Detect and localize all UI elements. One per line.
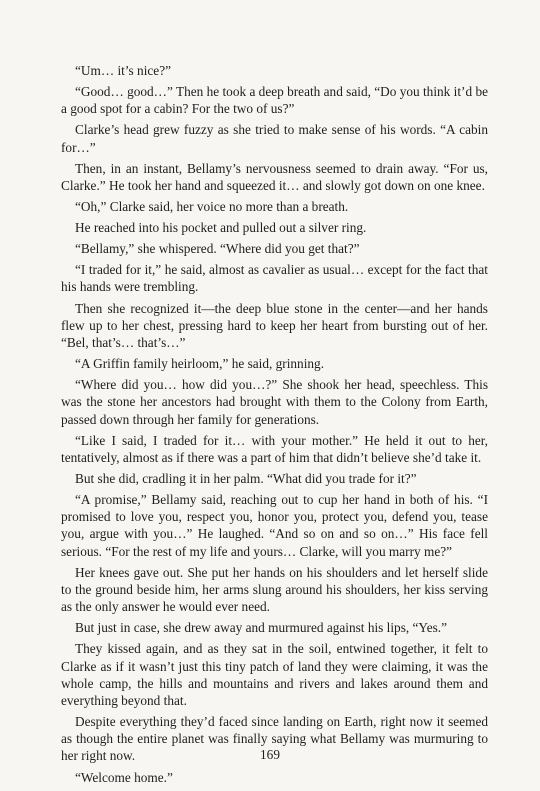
paragraph: “Um… it’s nice?” <box>75 63 171 78</box>
paragraph: “I traded for it,” he said, almost as cavalier as usual… except for the fact that his hands were trembling. <box>61 262 488 295</box>
paragraph: Clarke’s head grew fuzzy as she tried to make sense of his words. “A cabin for…” <box>61 122 488 155</box>
paragraph: He reached into his pocket and pulled out a silver ring. <box>75 220 367 236</box>
paragraph: “Where did you… how did you…?” She shook her head, speechless. This was the stone her ancestors had brought with them to the Colony from Earth, passed down through her family for generations. <box>61 377 488 427</box>
paragraph: Her knees gave out. She put her hands on his shoulders and let herself slide to the ground beside him, her arms slung around his shoulders, her kiss serving as the only answer he would ever need. <box>61 564 488 615</box>
paragraph: But she did, cradling it in her palm. “What did you trade for it?” <box>75 470 417 486</box>
paragraph: Despite everything they’d faced since landing on Earth, right now it seemed as though the entire planet was finally saying what Bellamy was murmuring to her right now. <box>61 714 488 764</box>
paragraph: “A promise,” Bellamy said, reaching out to cup her hand in both of his. “I promised to love you, respect you, honor you, protect you, defend you, tease you, argue with you…” He laughed. “And so on and so on…” His face fell serious. “For the rest of my life and yours… Clarke, will you marry me?” <box>61 492 488 559</box>
page-number: 169 <box>260 747 280 762</box>
paragraph: “Bellamy,” she whispered. “Where did you get that?” <box>75 241 360 257</box>
paragraph: “Like I said, I traded for it… with your mother.” He held it out to her, tentatively, almost as if there was a part of him that didn’t believe she’d take it. <box>61 432 488 465</box>
paragraph: They kissed again, and as they sat in the soil, entwined together, it felt to Clarke as if it wasn’t just this tiny patch of land they were claiming, it was the whole camp, the hills and mountains and rivers and lakes around them and everything beyond that. <box>61 641 488 708</box>
body-text <box>61 62 488 790</box>
paragraph: “Oh,” Clarke said, her voice no more than a breath. <box>75 198 349 214</box>
paragraph: “A Griffin family heirloom,” he said, grinning. <box>75 356 325 372</box>
paragraph: Then she recognized it—the deep blue stone in the center—and her hands flew up to her chest, pressing hard to keep her heart from bursting out of her. “Bel, that’s… that’s…” <box>61 300 488 350</box>
paragraph: But just in case, she drew away and murmured against his lips, “Yes.” <box>75 620 448 636</box>
paragraph: Then, in an instant, Bellamy’s nervousness seemed to drain away. “For us, Clarke.” He took her hand and squeezed it… and slowly got down on one knee. <box>61 160 488 193</box>
paragraph: “Welcome home.” <box>75 769 173 785</box>
paragraph: “Good… good…” Then he took a deep breath and said, “Do you think it’d be a good spot for a cabin? For the two of us?” <box>61 84 488 117</box>
